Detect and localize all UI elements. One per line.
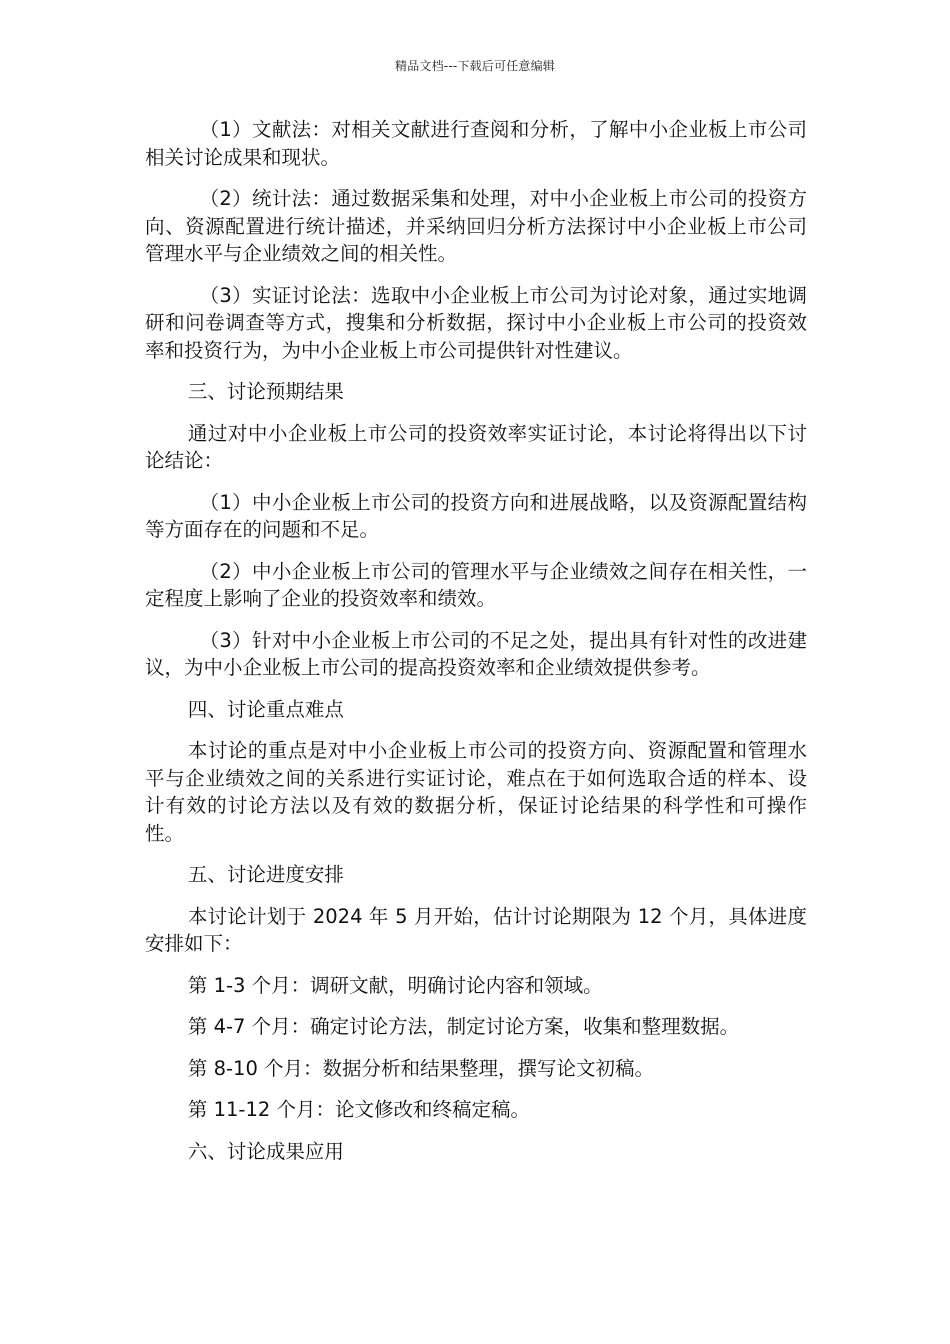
document-body (145, 116, 807, 1179)
key-difficulties-text: 本讨论的重点是对中小企业板上市公司的投资方向、资源配置和管理水平与企业绩效之间的关系进行实证讨论，难点在于如何选取合适的样本、设计有效的讨论方法以及有效的数据分析，保证讨论结果的科学性和可操作性。 (145, 739, 807, 845)
section-heading-key-difficulties: 四、讨论重点难点 (187, 697, 344, 721)
expected-result-1: （1）中小企业板上市公司的投资方向和进展战略，以及资源配置结构等方面存在的问题和不足。 (145, 490, 807, 541)
method-statistics: （2）统计法：通过数据采集和处理，对中小企业板上市公司的投资方向、资源配置进行统计描述，并采纳回归分析方法探讨中小企业板上市公司管理水平与企业绩效之间的相关性。 (145, 187, 807, 265)
section-heading-expected-results: 三、讨论预期结果 (187, 380, 344, 403)
schedule-intro: 本讨论计划于 2024 年 5 月开始，估计讨论期限为 12 个月，具体进度安排如下： (145, 904, 807, 955)
schedule-item-4: 第 11-12 个月：论文修改和终稿定稿。 (187, 1098, 530, 1121)
schedule-item-2: 第 4-7 个月：确定讨论方法，制定讨论方案，收集和整理数据。 (187, 1015, 740, 1038)
section-heading-schedule: 五、讨论进度安排 (187, 863, 344, 886)
page-header: 精品文档---下载后可任意编辑 (395, 59, 555, 73)
method-literature: （1）文献法：对相关文献进行查阅和分析，了解中小企业板上市公司相关讨论成果和现状。 (145, 118, 807, 169)
expected-result-2: （2）中小企业板上市公司的管理水平与企业绩效之间存在相关性，一定程度上影响了企业的投资效率和绩效。 (145, 559, 807, 610)
expected-result-3: （3）针对中小企业板上市公司的不足之处，提出具有针对性的改进建议，为中小企业板上市公司的提高投资效率和企业绩效提供参考。 (145, 628, 807, 679)
expected-results-intro: 通过对中小企业板上市公司的投资效率实证讨论，本讨论将得出以下讨论结论： (145, 421, 807, 472)
schedule-item-3: 第 8-10 个月：数据分析和结果整理，撰写论文初稿。 (187, 1056, 655, 1080)
schedule-item-1: 第 1-3 个月：调研文献，明确讨论内容和领域。 (187, 973, 603, 997)
method-empirical: （3）实证讨论法：选取中小企业板上市公司为讨论对象，通过实地调研和问卷调查等方式，搜集和分析数据，探讨中小企业板上市公司的投资效率和投资行为，为中小企业板上市公司提供针对性建议。 (145, 283, 807, 362)
section-heading-applications: 六、讨论成果应用 (187, 1139, 344, 1163)
